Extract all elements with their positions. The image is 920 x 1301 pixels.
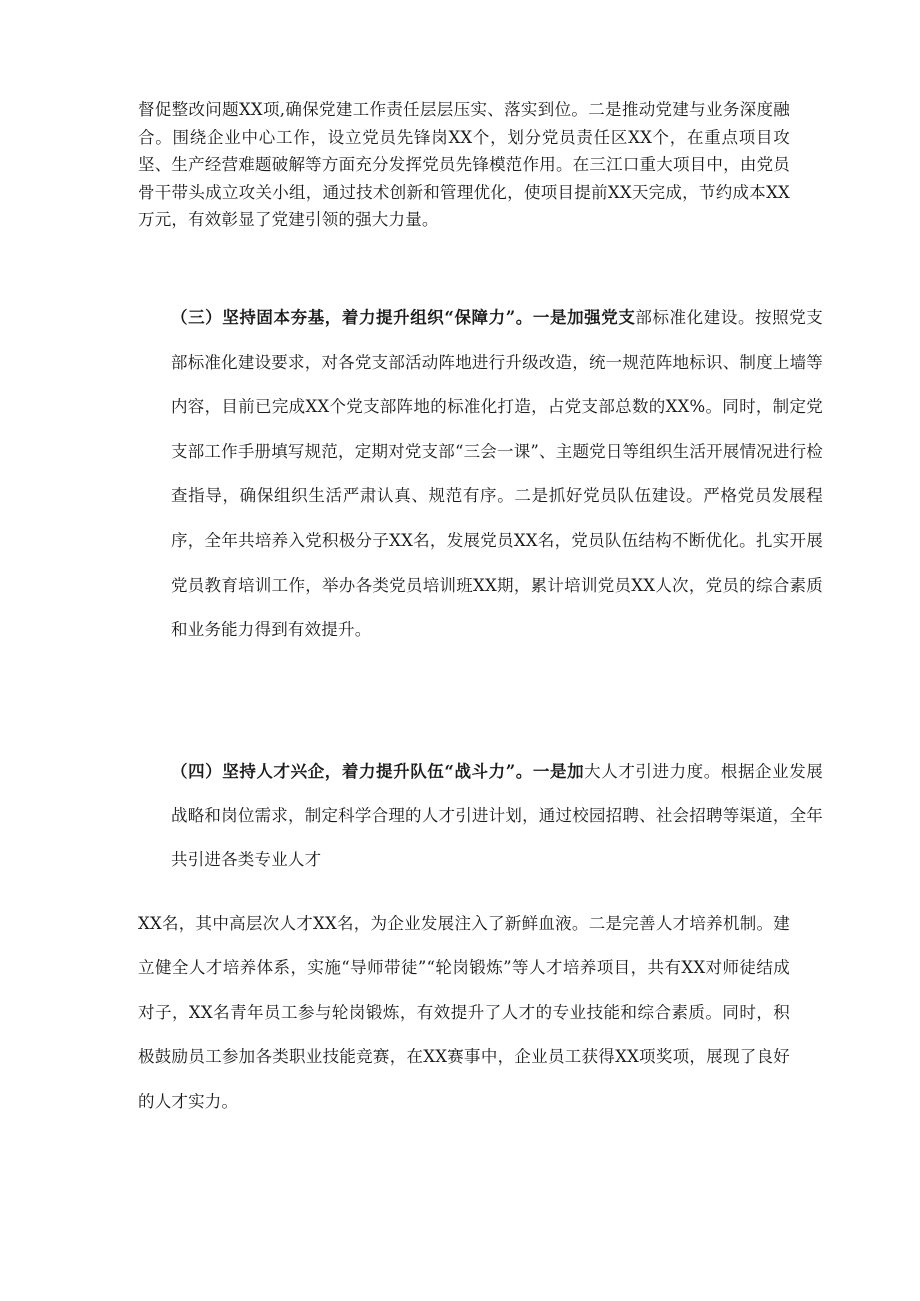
paragraph-section-four <box>138 750 823 882</box>
paragraph-talent-cultivation: XX名，其中高层次人才XX名，为企业发展注入了新鲜血液。二是完善人才培养机制。建立健全人才培养体系，实施“导师带徒”“轮岗锻炼”等人才培养项目，共有XX对师徒结成对子，XX名青年员工参与轮岗锻炼，有效提升了人才的专业技能和综合素质。同时，积极鼓励员工参加各类职业技能竞赛，在XX赛事中，企业员工获得XX项奖项，展现了良好的人才实力。 <box>138 914 790 1111</box>
section-four-heading: （四）坚持人才兴企，着力提升队伍“战斗力”。一是加 <box>171 762 585 781</box>
paragraph-party-integration: 督促整改问题XX项,确保党建工作责任层层压实、落实到位。二是推动党建与业务深度融合。围绕企业中心工作，设立党员先锋岗XX个，划分党员责任区XX个，在重点项目攻坚、生产经营难题破解等方面充分发挥党员先锋模范作用。在三江口重大项目中，由党员骨干带头成立攻关小组，通过技术创新和管理优化，使项目提前XX天完成，节约成本XX万元，有效彰显了党建引领的强大力量。 <box>138 100 790 230</box>
section-three-body: 部标准化建设。按照党支部标准化建设要求，对各党支部活动阵地进行升级改造，统一规范阵地标识、制度上墙等内容，目前已完成XX个党支部阵地的标准化打造，占党支部总数的XX%。同时，制定党支部工作手册填写规范，定期对党支部“三会一课”、主题党日等组织生活开展情况进行检查指导，确保组织生活严肃认真、规范有序。二是抓好党员队伍建设。严格党员发展程序，全年共培养入党积极分子XX名，发展党员XX名，党员队伍结构不断优化。扎实开展党员教育培训工作，举办各类党员培训班XX期，累计培训党员XX人次，党员的综合素质和业务能力得到有效提升。 <box>171 308 823 640</box>
section-three-heading: （三）坚持固本夯基，着力提升组织“保障力”。一是加强党支 <box>171 308 636 327</box>
paragraph-section-three <box>138 296 823 653</box>
section-four-body: 大人才引进力度。根据企业发展战略和岗位需求，制定科学合理的人才引进计划，通过校园招聘、社会招聘等渠道，全年共引进各类专业人才 <box>171 762 823 869</box>
